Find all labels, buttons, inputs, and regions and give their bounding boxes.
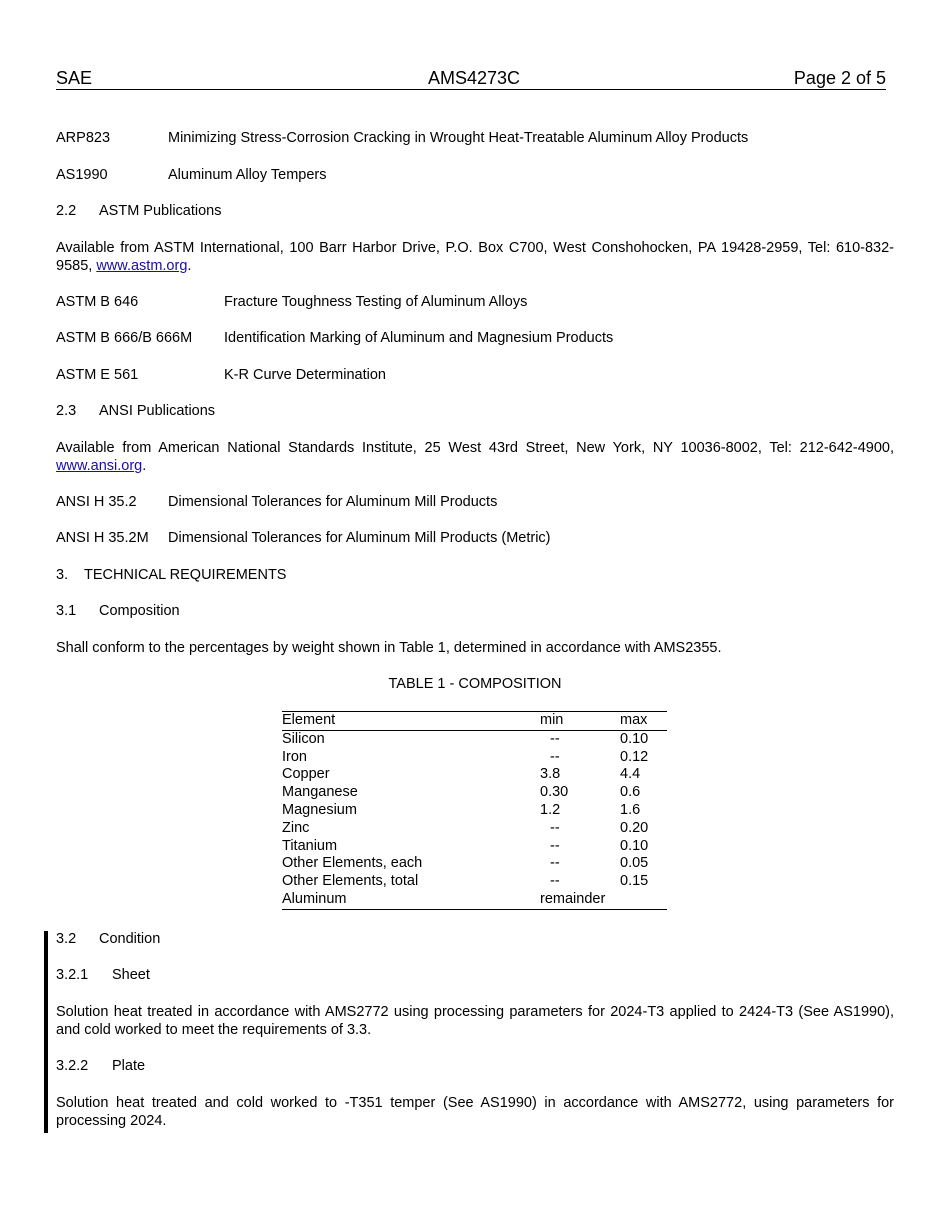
element-cell: Silicon [282,730,325,747]
max-cell: 0.10 [620,730,649,747]
header-doc-number: AMS4273C [428,68,521,88]
min-cell: 0.30 [540,784,569,801]
table-row [282,873,667,891]
ref-title: Identification Marking of Aluminum and Magnesium Products [224,330,614,346]
ref-code: ANSI H 35.2M [56,530,149,546]
min-cell: -- [550,837,560,854]
element-cell: Other Elements, total [282,873,419,890]
availability-text: Available from ASTM International, 100 Barr Harbor Drive, P.O. Box C700, West Conshohocken, PA 19428-2959, Tel: 610-832-9585, [56,240,894,274]
section-title: ANSI Publications [99,403,216,419]
ref-code: ASTM B 646 [56,294,139,310]
table-row [282,838,667,856]
max-cell: 1.6 [620,801,641,818]
section-3-heading [56,566,286,584]
max-cell: 4.4 [620,766,641,783]
table-row [282,730,667,748]
min-cell: -- [550,819,560,836]
ref-title: Dimensional Tolerances for Aluminum Mill Products (Metric) [168,530,551,546]
section-title: Condition [99,931,161,947]
section-title: ASTM Publications [99,203,222,219]
element-cell: Iron [282,748,307,765]
section-number: 2.2 [56,203,77,219]
section-number: 3. [56,567,69,583]
composition-table [282,711,667,910]
astm-availability [56,239,894,275]
section-number: 3.2.2 [56,1058,89,1074]
table-row [282,802,667,820]
ref-code: AS1990 [56,167,108,183]
section-number: 3.1 [56,603,77,619]
section-3-2-1-text: Solution heat treated in accordance with AMS2772 using processing parameters for 2024-T3 applied to 2424-T3 (See AS1990), and cold worked to meet the requirements of 3.3. [56,1004,894,1038]
availability-tail: . [187,258,192,274]
element-cell: Magnesium [282,801,357,818]
table-row [282,784,667,802]
table-caption: TABLE 1 - COMPOSITION [388,676,562,692]
ansi-availability [56,439,894,475]
max-cell [620,891,667,909]
ref-code: ASTM E 561 [56,367,139,383]
ref-code: ANSI H 35.2 [56,494,137,510]
max-cell: 0.10 [620,837,649,854]
table-row [282,766,667,784]
ref-title: Fracture Toughness Testing of Aluminum Alloys [224,294,528,310]
table-row [282,749,667,767]
max-cell: 0.15 [620,873,649,890]
element-cell: Zinc [282,819,310,836]
header-org: SAE [56,68,93,88]
max-cell: 0.20 [620,819,649,836]
availability-tail: . [142,458,147,474]
min-cell: 1.2 [540,801,561,818]
element-cell: Other Elements, each [282,855,423,872]
ansi-link[interactable]: www.ansi.org [56,458,143,474]
section-3-2-2-text: Solution heat treated and cold worked to -T351 temper (See AS1990) in accordance with AMS2772, using parameters for processing 2024. [56,1095,894,1129]
ref-code: ARP823 [56,130,111,146]
section-number: 2.3 [56,403,77,419]
section-number: 3.2 [56,931,77,947]
ref-title: Dimensional Tolerances for Aluminum Mill Products [168,494,498,510]
element-cell: Titanium [282,837,338,854]
table-row [282,855,667,873]
section-3-2-2-heading [56,1057,145,1075]
column-header: max [620,712,648,728]
section-2-3-heading [56,402,215,420]
max-cell: 0.6 [620,784,641,801]
max-cell: 0.12 [620,748,649,765]
ref-title: Minimizing Stress-Corrosion Cracking in Wrought Heat-Treatable Aluminum Alloy Products [168,130,749,146]
section-title: Composition [99,603,180,619]
min-cell: -- [550,748,560,765]
section-3-1-heading [56,602,180,620]
section-3-1-text: Shall conform to the percentages by weight shown in Table 1, determined in accordance with AMS2355. [56,640,722,656]
table-row [282,891,667,909]
min-cell: 3.8 [540,766,561,783]
min-cell: remainder [540,890,606,907]
section-3-2-1-heading [56,966,150,984]
revision-change-bar [44,931,48,1133]
column-header: Element [282,712,336,728]
section-title: TECHNICAL REQUIREMENTS [84,567,287,583]
header-page-number: Page 2 of 5 [793,68,886,88]
element-cell: Aluminum [282,890,347,907]
section-3-2-heading [56,930,160,948]
table-header-row [282,712,667,731]
section-number: 3.2.1 [56,967,89,983]
element-cell: Copper [282,766,330,783]
element-cell: Manganese [282,784,358,801]
availability-text: Available from American National Standards Institute, 25 West 43rd Street, New York, NY 10036-8002, Tel: 212-642-4900, [56,440,894,456]
min-cell: -- [550,855,560,872]
ref-code: ASTM B 666/B 666M [56,330,193,346]
table-row [282,820,667,838]
section-title: Sheet [112,967,150,983]
section-2-2-heading [56,202,222,220]
astm-link[interactable]: www.astm.org [96,258,188,274]
section-title: Plate [112,1058,146,1074]
column-header: min [540,712,564,728]
ref-title: Aluminum Alloy Tempers [168,167,327,183]
ref-title: K-R Curve Determination [224,367,386,383]
min-cell: -- [550,730,560,747]
max-cell: 0.05 [620,855,649,872]
page-header [56,67,886,90]
min-cell: -- [550,873,560,890]
